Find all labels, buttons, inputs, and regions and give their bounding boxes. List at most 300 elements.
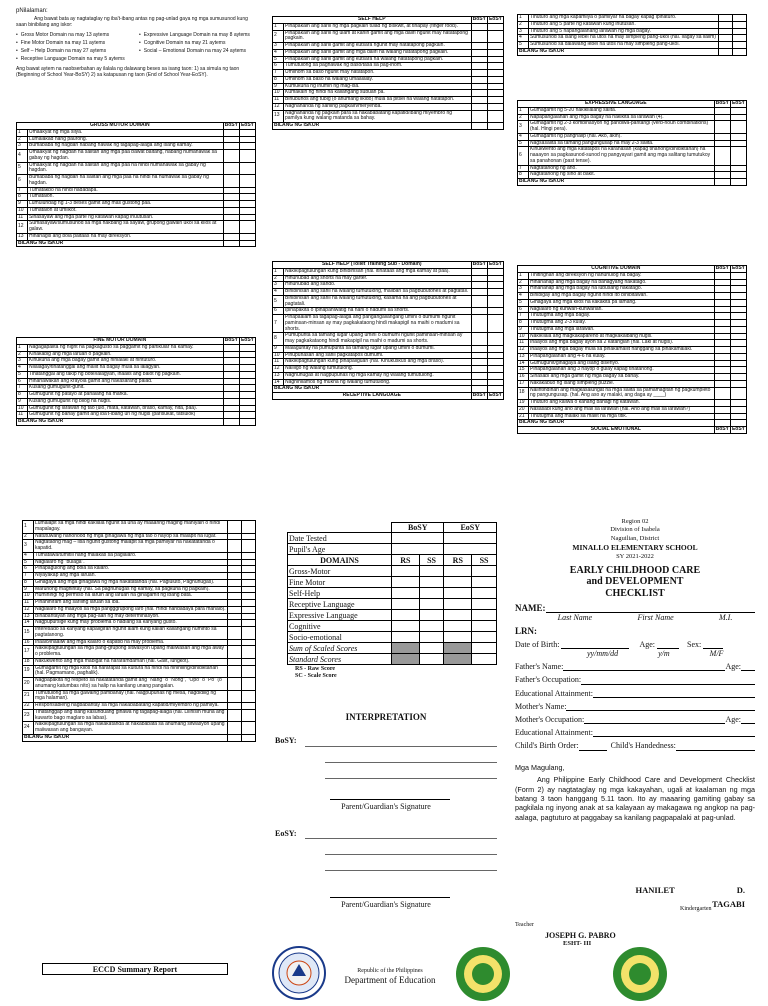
score-cell[interactable] [444, 566, 472, 577]
score-cell[interactable] [472, 599, 497, 610]
score-cell[interactable] [444, 599, 472, 610]
teacher-name: HANILET D. TAGABI [635, 885, 745, 909]
eosy-total[interactable] [242, 734, 256, 741]
bosy-cell[interactable] [714, 147, 730, 165]
bosy-cell[interactable] [714, 413, 730, 420]
bosy-cell[interactable] [228, 573, 242, 580]
father-field[interactable] [563, 662, 725, 671]
bosy-cell[interactable] [223, 351, 239, 358]
eosy-cell[interactable] [242, 665, 256, 678]
item-text: Kumukuha ng inumin ng mag-isa. [284, 83, 472, 90]
eosy-cell[interactable] [242, 613, 256, 620]
eosy-total[interactable] [239, 240, 255, 247]
eosy-cell[interactable] [487, 110, 503, 123]
eosy-cell[interactable] [487, 49, 503, 56]
bosy-cell[interactable] [223, 371, 239, 378]
bosy-cell[interactable] [228, 586, 242, 593]
bosy-cell[interactable] [714, 353, 730, 360]
eosy-cell[interactable] [730, 374, 746, 381]
score-cell[interactable] [472, 577, 497, 588]
bosy-cell[interactable] [714, 299, 730, 306]
eosy-cell[interactable] [239, 150, 255, 163]
bosy-cell[interactable] [223, 392, 239, 399]
eosy-cell[interactable] [487, 366, 503, 373]
interp-bosy-label: BoSY: [275, 736, 297, 746]
gross-motor-table [16, 122, 256, 247]
sex-field[interactable] [703, 640, 723, 649]
eosy-cell[interactable] [242, 593, 256, 600]
bosy-total[interactable] [228, 734, 242, 741]
bosy-cell[interactable] [471, 372, 487, 379]
score-cell[interactable] [419, 577, 444, 588]
table-row [273, 333, 504, 346]
eosy-cell[interactable] [242, 559, 256, 566]
eosy-cell[interactable] [730, 353, 746, 360]
eosy-cell[interactable] [239, 136, 255, 143]
bosy-cell[interactable] [714, 406, 730, 413]
eosy-cell[interactable] [242, 639, 256, 646]
eosy-cell[interactable] [730, 313, 746, 320]
bosy-total[interactable] [471, 123, 487, 130]
bosy-cell[interactable] [228, 703, 242, 710]
table-row [518, 353, 747, 360]
eosy-cell[interactable] [242, 533, 256, 540]
eosy-cell[interactable] [242, 552, 256, 559]
cognitive-bosy-header: BoSY [715, 265, 729, 271]
eosy-cell[interactable] [239, 365, 255, 372]
bosy-cell[interactable] [228, 627, 242, 640]
bosy-cell[interactable] [223, 365, 239, 372]
item-number: 10 [17, 207, 28, 214]
score-cell[interactable] [392, 588, 420, 599]
eosy-cell[interactable] [239, 405, 255, 412]
eosy-cell[interactable] [239, 371, 255, 378]
bosy-cell[interactable] [471, 333, 487, 346]
score-cell[interactable] [472, 621, 497, 632]
bosy-cell[interactable] [228, 639, 242, 646]
bosy-cell[interactable] [228, 540, 242, 553]
bosy-cell[interactable] [714, 121, 730, 134]
bosy-cell[interactable] [228, 579, 242, 586]
bosy-cell[interactable] [471, 110, 487, 123]
bosy-cell[interactable] [714, 172, 730, 179]
table-row [23, 606, 256, 613]
eosy-cell[interactable] [730, 121, 746, 134]
bosy-cell[interactable] [223, 136, 239, 143]
bosy-cell[interactable] [471, 352, 487, 359]
bosy-cell[interactable] [471, 282, 487, 289]
bosy-cell[interactable] [228, 552, 242, 559]
eosy-cell[interactable] [487, 97, 503, 104]
bosy-cell[interactable] [223, 398, 239, 405]
receptive-language-table [517, 14, 747, 56]
eosy-cell[interactable] [730, 272, 746, 279]
eosy-cell[interactable] [487, 43, 503, 50]
eosy-cell[interactable] [487, 90, 503, 97]
bosy-cell[interactable] [714, 140, 730, 147]
eosy-cell[interactable] [487, 372, 503, 379]
eosy-cell[interactable] [733, 15, 747, 22]
eosy-cell[interactable] [242, 620, 256, 627]
bosy-cell[interactable] [223, 201, 239, 208]
eosy-cell[interactable] [730, 133, 746, 140]
handedness-field[interactable] [676, 742, 755, 751]
bosy-cell[interactable] [719, 42, 733, 49]
eosy-cell[interactable] [239, 398, 255, 405]
eosy-cell[interactable] [487, 275, 503, 282]
eosy-cell[interactable] [487, 295, 503, 308]
bosy-cell[interactable] [471, 103, 487, 110]
eosy-cell[interactable] [487, 63, 503, 70]
eosy-cell[interactable] [730, 165, 746, 172]
score-cell[interactable] [392, 599, 420, 610]
eosy-cell[interactable] [730, 360, 746, 367]
bosy-cell[interactable] [471, 275, 487, 282]
eosy-cell[interactable] [242, 606, 256, 613]
bosy-cell[interactable] [714, 133, 730, 140]
bosy-cell[interactable] [471, 268, 487, 275]
eosy-cell[interactable] [730, 347, 746, 354]
eosy-cell[interactable] [733, 42, 747, 49]
eosy-cell[interactable] [239, 207, 255, 214]
eosy-cell[interactable] [239, 221, 255, 234]
bosy-cell[interactable] [714, 360, 730, 367]
item-text: Pinapakain ang sarili gamit ang kutsara ngunit may natatapong pagkain. [284, 43, 472, 50]
eosy-cell[interactable] [242, 586, 256, 593]
score-cell[interactable] [419, 599, 444, 610]
eosy-cell[interactable] [730, 380, 746, 387]
bosy-cell[interactable] [228, 559, 242, 566]
item-number: 8 [17, 194, 28, 201]
bosy-cell[interactable] [719, 21, 733, 28]
score-cell[interactable] [472, 632, 497, 643]
eosy-cell[interactable] [242, 678, 256, 691]
eosy-cell[interactable] [487, 83, 503, 90]
score-cell[interactable] [419, 588, 444, 599]
fine-bosy-header: BoSY [224, 337, 238, 343]
bosy-cell[interactable] [223, 150, 239, 163]
bosy-cell[interactable] [471, 43, 487, 50]
score-cell[interactable] [472, 566, 497, 577]
bosy-cell[interactable] [471, 83, 487, 90]
gross-bosy-header: BoSY [224, 122, 238, 128]
eosy-cell[interactable] [242, 690, 256, 703]
eosy-cell[interactable] [239, 194, 255, 201]
father-age-field[interactable] [741, 662, 755, 671]
bosy-cell[interactable] [228, 722, 242, 735]
eosy-cell[interactable] [239, 201, 255, 208]
age-field[interactable] [657, 640, 679, 649]
item-number: 12 [273, 103, 284, 110]
bosy-cell[interactable] [714, 326, 730, 333]
bosy-cell[interactable] [714, 374, 730, 381]
birth-order-field[interactable] [579, 742, 607, 751]
eosy-cell[interactable] [730, 326, 746, 333]
bosy-cell[interactable] [228, 613, 242, 620]
eosy-cell[interactable] [242, 703, 256, 710]
bosy-cell[interactable] [223, 358, 239, 365]
bosy-cell[interactable] [228, 620, 242, 627]
item-text: Nakikilala ang magkakapareho at magkakaibang hugis. [529, 333, 715, 340]
eosy-cell[interactable] [730, 406, 746, 413]
mother-occ-field[interactable] [584, 715, 725, 724]
bosy-cell[interactable] [223, 143, 239, 150]
eosy-cell[interactable] [730, 140, 746, 147]
bosy-cell[interactable] [471, 97, 487, 104]
bosy-cell[interactable] [228, 566, 242, 573]
score-cell[interactable] [472, 610, 497, 621]
score-cell[interactable] [392, 610, 420, 621]
bosy-cell[interactable] [228, 690, 242, 703]
mother-edu-field[interactable] [593, 728, 755, 737]
father-edu-field[interactable] [593, 689, 755, 698]
bosy-cell[interactable] [228, 600, 242, 607]
bosy-cell[interactable] [223, 221, 239, 234]
bosy-cell[interactable] [223, 405, 239, 412]
bosy-cell[interactable] [223, 194, 239, 201]
eosy-cell[interactable] [730, 306, 746, 313]
bosy-cell[interactable] [228, 521, 242, 534]
bosy-total[interactable] [223, 419, 239, 426]
item-number: 18 [518, 387, 529, 400]
bosy-cell[interactable] [714, 272, 730, 279]
eosy-cell[interactable] [239, 187, 255, 194]
sex-label: Sex: [687, 639, 702, 649]
bosy-cell[interactable] [714, 107, 730, 114]
eosy-cell[interactable] [487, 103, 503, 110]
eosy-cell[interactable] [730, 114, 746, 121]
eosy-cell[interactable] [242, 646, 256, 659]
eosy-cell[interactable] [733, 21, 747, 28]
bosy-cell[interactable] [714, 347, 730, 354]
eosy-cell[interactable] [242, 722, 256, 735]
bosy-cell[interactable] [223, 214, 239, 221]
bosy-cell[interactable] [714, 286, 730, 293]
bosy-cell[interactable] [223, 233, 239, 240]
eosy-cell[interactable] [487, 333, 503, 346]
bosy-total[interactable] [714, 179, 730, 186]
score-cell[interactable] [444, 588, 472, 599]
bosy-cell[interactable] [714, 367, 730, 374]
bosy-cell[interactable] [719, 35, 733, 42]
mother-field[interactable] [566, 702, 755, 711]
bosy-total[interactable] [719, 48, 733, 55]
score-count-label: BILANG NG ISKOR [518, 420, 715, 427]
bosy-cell[interactable] [714, 279, 730, 286]
bosy-cell[interactable] [228, 593, 242, 600]
eosy-cell[interactable] [487, 352, 503, 359]
father-occ-field[interactable] [581, 676, 755, 685]
score-cell[interactable] [444, 577, 472, 588]
eosy-cell[interactable] [730, 279, 746, 286]
bosy-cell[interactable] [223, 207, 239, 214]
eosy-cell[interactable] [730, 293, 746, 300]
bosy-cell[interactable] [471, 63, 487, 70]
bosy-cell[interactable] [228, 678, 242, 691]
eosy-cell[interactable] [239, 412, 255, 419]
item-number: 12 [273, 366, 284, 373]
bosy-cell[interactable] [223, 162, 239, 175]
eosy-cell[interactable] [730, 286, 746, 293]
bosy-cell[interactable] [471, 49, 487, 56]
eosy-cell[interactable] [239, 392, 255, 399]
eosy-cell[interactable] [733, 28, 747, 35]
bosy-cell[interactable] [471, 315, 487, 333]
eosy-cell[interactable] [487, 379, 503, 386]
bosy-cell[interactable] [223, 378, 239, 385]
item-text: Nakikipagtulungan kung binibihisan (hal. itinataas ang mga kamay at paa). [284, 268, 472, 275]
item-text: Tinitingnan ang direksyon ng nahuhulog na bagay. [529, 272, 715, 279]
bosy-cell[interactable] [714, 387, 730, 400]
bosy-cell[interactable] [714, 165, 730, 172]
eosy-cell[interactable] [730, 107, 746, 114]
eosy-cell[interactable] [242, 658, 256, 665]
score-cell[interactable] [419, 621, 444, 632]
eosy-cell[interactable] [730, 147, 746, 165]
eosy-cell[interactable] [487, 282, 503, 289]
bosy-cell[interactable] [471, 366, 487, 373]
eosy-cell[interactable] [730, 333, 746, 340]
bosy-cell[interactable] [471, 295, 487, 308]
eosy-cell[interactable] [239, 175, 255, 188]
eosy-cell[interactable] [487, 289, 503, 296]
eosy-cell[interactable] [487, 359, 503, 366]
item-number: 14 [273, 379, 284, 386]
eosy-cell[interactable] [242, 600, 256, 607]
bosy-cell[interactable] [471, 70, 487, 77]
eosy-cell[interactable] [242, 709, 256, 722]
eosy-cell[interactable] [239, 344, 255, 351]
bosy-cell[interactable] [471, 56, 487, 63]
score-cell[interactable] [419, 566, 444, 577]
score-cell[interactable] [392, 621, 420, 632]
eosy-cell[interactable] [730, 387, 746, 400]
eosy-cell[interactable] [242, 566, 256, 573]
bosy-cell[interactable] [228, 658, 242, 665]
eosy-cell[interactable] [730, 340, 746, 347]
eosy-cell[interactable] [242, 579, 256, 586]
bosy-cell[interactable] [223, 344, 239, 351]
dob-field[interactable] [561, 640, 629, 649]
eosy-cell[interactable] [487, 268, 503, 275]
bosy-cell[interactable] [471, 289, 487, 296]
score-cell[interactable] [444, 632, 472, 643]
item-text: Nagsasalita sa tamang pangungusap na may 2-3 salita. [529, 140, 715, 147]
eosy-cell[interactable] [239, 143, 255, 150]
eosy-cell[interactable] [487, 345, 503, 352]
eosy-cell[interactable] [242, 540, 256, 553]
bosy-cell[interactable] [471, 345, 487, 352]
bosy-cell[interactable] [471, 359, 487, 366]
eosy-cell[interactable] [242, 573, 256, 580]
bosy-cell[interactable] [714, 400, 730, 407]
bosy-cell[interactable] [223, 412, 239, 419]
score-cell[interactable] [419, 610, 444, 621]
eosy-cell[interactable] [730, 413, 746, 420]
bosy-cell[interactable] [471, 308, 487, 315]
eosy-cell[interactable] [487, 308, 503, 315]
bosy-cell[interactable] [719, 15, 733, 22]
eosy-total[interactable] [239, 419, 255, 426]
eosy-cell[interactable] [487, 76, 503, 83]
eosy-cell[interactable] [730, 320, 746, 327]
score-cell[interactable] [419, 632, 444, 643]
eosy-cell[interactable] [242, 521, 256, 534]
bosy-cell[interactable] [471, 379, 487, 386]
eosy-cell[interactable] [733, 35, 747, 42]
eosy-cell[interactable] [239, 233, 255, 240]
score-cell[interactable] [392, 632, 420, 643]
eosy-cell[interactable] [242, 627, 256, 640]
eosy-cell[interactable] [730, 299, 746, 306]
eosy-total[interactable] [730, 179, 746, 186]
eosy-cell[interactable] [239, 351, 255, 358]
eosy-cell[interactable] [239, 162, 255, 175]
bosy-cell[interactable] [714, 340, 730, 347]
bosy-cell[interactable] [714, 333, 730, 340]
eosy-cell[interactable] [730, 172, 746, 179]
bosy-cell[interactable] [223, 129, 239, 136]
eosy-cell[interactable] [487, 315, 503, 333]
bosy-cell[interactable] [714, 114, 730, 121]
item-text: Responsableng nagbabantay sa mga nakababatang kapatid/miyembro ng pamilya. [34, 703, 228, 710]
eosy-total[interactable] [733, 48, 747, 55]
eosy-cell[interactable] [487, 30, 503, 43]
score-cell[interactable] [444, 621, 472, 632]
bosy-cell[interactable] [471, 30, 487, 43]
name-field[interactable] [546, 604, 756, 613]
eosy-cell[interactable] [487, 23, 503, 30]
score-cell[interactable] [392, 577, 420, 588]
score-cell[interactable] [444, 610, 472, 621]
eosy-cell[interactable] [239, 129, 255, 136]
eosy-cell[interactable] [239, 214, 255, 221]
bosy-cell[interactable] [714, 293, 730, 300]
bosy-cell[interactable] [228, 606, 242, 613]
eosy-total[interactable] [487, 123, 503, 130]
bosy-cell[interactable] [471, 76, 487, 83]
bosy-cell[interactable] [714, 306, 730, 313]
bosy-cell[interactable] [228, 665, 242, 678]
bosy-cell[interactable] [471, 23, 487, 30]
bosy-cell[interactable] [228, 709, 242, 722]
eosy-cell[interactable] [239, 385, 255, 392]
bosy-cell[interactable] [714, 320, 730, 327]
score-count-label: BILANG NG ISKOR [17, 419, 224, 426]
eosy-cell[interactable] [487, 70, 503, 77]
bosy-cell[interactable] [719, 28, 733, 35]
score-cell[interactable] [472, 588, 497, 599]
bosy-cell[interactable] [228, 646, 242, 659]
eosy-cell[interactable] [487, 56, 503, 63]
eosy-cell[interactable] [239, 378, 255, 385]
eosy-cell[interactable] [239, 358, 255, 365]
bosy-cell[interactable] [223, 175, 239, 188]
bosy-cell[interactable] [471, 90, 487, 97]
score-cell[interactable] [392, 566, 420, 577]
bosy-cell[interactable] [714, 380, 730, 387]
bosy-cell[interactable] [223, 187, 239, 194]
item-text: Kumakain ng hindi na kailangang subuan pa. [284, 90, 472, 97]
bosy-cell[interactable] [714, 313, 730, 320]
item-number: 4 [23, 552, 34, 559]
eosy-cell[interactable] [730, 367, 746, 374]
bosy-cell[interactable] [228, 533, 242, 540]
bosy-cell[interactable] [223, 385, 239, 392]
eosy-cell[interactable] [730, 400, 746, 407]
bosy-total[interactable] [223, 240, 239, 247]
mother-age-field[interactable] [741, 715, 755, 724]
